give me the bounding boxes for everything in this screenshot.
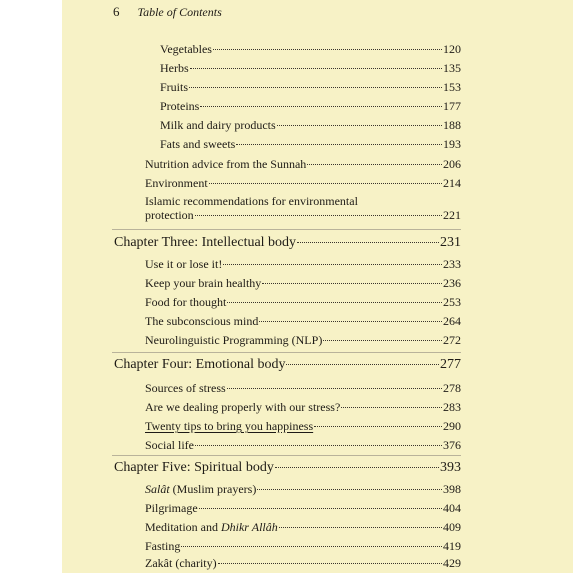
dot-leader [277,124,442,126]
page-number: 6 [113,4,120,19]
toc-entry-page: 272 [443,333,461,347]
toc-entry-page: 214 [443,176,461,190]
dot-leader [286,363,439,365]
dot-leader [181,545,442,547]
toc-chapter[interactable] [114,235,461,253]
dot-leader [236,143,442,145]
toc-entry[interactable] [145,295,461,311]
dot-leader [213,48,442,50]
toc-entry[interactable] [145,520,461,536]
toc-entry-page: 264 [443,314,461,328]
toc-entry-label: Twenty tips to bring you happiness [145,419,314,433]
toc-entry-page: 233 [443,257,461,271]
toc-chapter-label: Chapter Five: Spiritual body [114,460,274,475]
toc-entry[interactable] [145,438,461,454]
running-title: Table of Contents [137,5,222,19]
dot-leader [297,241,439,243]
toc-entry-page: 409 [443,520,461,534]
toc-entry-page: 253 [443,295,461,309]
toc-entry-page: 193 [443,137,461,151]
divider [112,352,461,353]
dot-leader [189,86,442,88]
toc-entry-page: 221 [443,208,461,222]
toc-chapter-page: 231 [440,235,461,250]
toc-entry-label: Fats and sweets [160,137,236,151]
toc-entry-page: 404 [443,501,461,515]
book-page [62,0,573,573]
toc-entry-page: 153 [443,80,461,94]
dot-leader [218,562,442,564]
toc-entry[interactable] [145,257,461,273]
toc-entry[interactable] [160,118,461,134]
toc-entry[interactable] [145,314,461,330]
toc-entry[interactable] [160,99,461,115]
dhikr-term: Dhikr Allâh [220,520,278,534]
dot-leader [323,339,442,341]
dot-leader [200,105,442,107]
toc-entry-label: Social life [145,438,194,452]
toc-entry-label: Environment [145,176,208,190]
toc-entry-page: 177 [443,99,461,113]
dot-leader [341,406,442,408]
toc-entry-label: Proteins [160,99,200,113]
toc-entry-page: 206 [443,157,461,171]
toc-entry-page: 120 [443,42,461,56]
dot-leader [227,301,442,303]
toc-entry-label: Neurolinguistic Programming (NLP) [145,333,323,347]
toc-entry-page: 429 [443,556,461,570]
toc-entry-page: 290 [443,419,461,433]
dot-leader [275,466,439,468]
salat-gloss: (Muslim prayers) [169,482,257,496]
toc-entry[interactable] [160,80,461,96]
toc-entry-label: Fasting [145,539,181,553]
toc-entry-page: 236 [443,276,461,290]
toc-entry-label: The subconscious mind [145,314,259,328]
toc-chapter-page: 393 [440,460,461,475]
toc-entry[interactable] [160,42,461,58]
toc-chapter-page: 277 [440,357,461,372]
dot-leader [223,263,442,265]
toc-entry-label: Herbs [160,61,189,75]
toc-entry-label: Keep your brain healthy [145,276,262,290]
toc-entry[interactable] [145,501,461,517]
toc-entry-page: 419 [443,539,461,553]
toc-chapter[interactable] [114,460,461,478]
salat-term: Salât [145,482,170,496]
toc-entry[interactable] [160,61,461,77]
toc-entry[interactable] [145,539,461,555]
toc-entry-label: Sources of stress [145,381,226,395]
toc-entry[interactable] [145,333,461,349]
toc-entry-page: 278 [443,381,461,395]
dot-leader [195,214,442,216]
toc-entry-label: Milk and dairy products [160,118,276,132]
toc-entry-line1: Islamic recommendations for environmental [145,194,358,208]
dot-leader [195,444,442,446]
toc-entry-label: Zakât (charity) [145,556,217,570]
divider [112,229,461,230]
dot-leader [262,282,442,284]
toc-entry-page: 398 [443,482,461,496]
toc-entry[interactable] [145,157,461,173]
toc-entry-label [145,520,278,534]
toc-entry[interactable] [145,176,461,192]
meditation-text: Meditation and [145,520,221,534]
divider [112,455,461,456]
dot-leader [259,320,442,322]
dot-leader [227,387,442,389]
toc-entry-label: Vegetables [160,42,212,56]
dot-leader [314,425,442,427]
toc-entry-label: Fruits [160,80,189,94]
toc-entry[interactable] [160,137,461,153]
dot-leader [199,507,442,509]
toc-entry[interactable] [145,419,461,435]
dot-leader [307,163,442,165]
dot-leader [190,67,442,69]
toc-entry-page: 283 [443,400,461,414]
toc-entry[interactable] [145,482,461,498]
toc-entry[interactable] [145,208,461,224]
dot-leader [257,488,442,490]
toc-entry-label: protection [145,208,194,222]
toc-entry-label [145,482,256,496]
dot-leader [279,526,442,528]
toc-chapter-label: Chapter Three: Intellectual body [114,235,297,250]
toc-entry-label: Use it or lose it! [145,257,223,271]
toc-entry-page: 135 [443,61,461,75]
toc-entry-label: Pilgrimage [145,501,198,515]
toc-entry[interactable] [145,381,461,397]
toc-entry-page: 376 [443,438,461,452]
toc-entry-label: Food for thought [145,295,227,309]
toc-entry[interactable] [145,276,461,292]
toc-entry-page: 188 [443,118,461,132]
toc-entry[interactable] [145,556,461,572]
toc-entry[interactable] [145,400,461,416]
toc-chapter-label: Chapter Four: Emotional body [114,357,286,372]
page-header [113,4,222,26]
toc-entry-label: Nutrition advice from the Sunnah [145,157,307,171]
dot-leader [209,182,442,184]
toc-entry-label: Are we dealing properly with our stress? [145,400,341,414]
toc-chapter[interactable] [114,357,461,375]
